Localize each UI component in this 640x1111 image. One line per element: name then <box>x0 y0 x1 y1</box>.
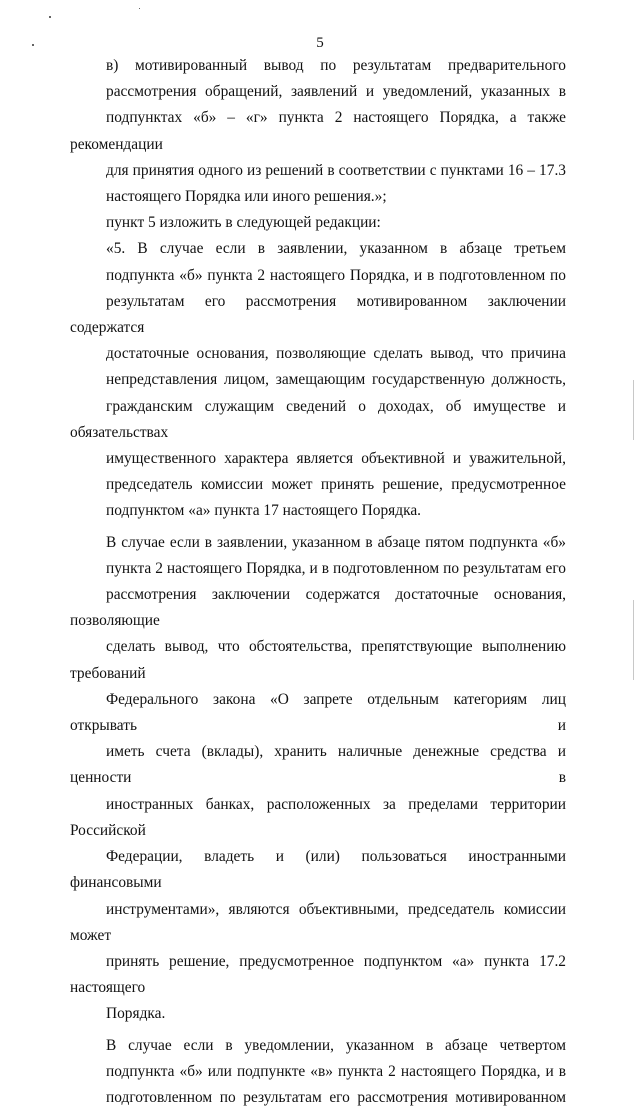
text-line: председатель комиссии может принять решение, предусмотренное <box>106 476 566 494</box>
page-number: 5 <box>316 35 324 51</box>
text-line: пункт 5 изложить в следующей редакции: <box>106 214 381 232</box>
text-line: Федерации, владеть и (или) пользоваться иностранными финансовыми <box>70 848 566 892</box>
text-line: в) мотивированный вывод по результатам предварительного <box>106 57 566 74</box>
text-line: принять решение, предусмотренное подпунктом «а» пункта 17.2 настоящего <box>70 952 566 997</box>
text-line: иностранных банках, расположенных за пределами территории Российской <box>70 795 566 839</box>
document-body <box>70 53 566 1111</box>
text-line: Порядка. <box>106 1005 166 1023</box>
text-line: имущественного характера является объективной и уважительной, <box>106 450 566 468</box>
text-line: подпункта «б» или подпункте «в» пункта 2 настоящего Порядка, и в <box>106 1062 566 1080</box>
scan-edge-mark <box>633 380 634 440</box>
text-line: «5. В случае если в заявлении, указанном в абзаце третьем <box>106 240 566 258</box>
text-line: подпунктах «б» – «г» пункта 2 настоящего Порядка, а также рекомендации <box>70 109 566 153</box>
text-line: подготовленном по результатам его рассмотрения мотивированном <box>106 1088 566 1106</box>
text-line: подпункта «б» пункта 2 настоящего Порядка, и в подготовленном по <box>106 266 566 284</box>
text-line: настоящего Порядка или иного решения.»; <box>106 188 387 206</box>
text-line: сделать вывод, что обстоятельства, препятствующие выполнению требований <box>70 638 566 682</box>
text-line: рассмотрения обращений, заявлений и уведомлений, указанных в <box>106 83 566 101</box>
scan-edge-mark <box>633 600 634 680</box>
text-line: В случае если в уведомлении, указанном в абзаце четвертом <box>106 1036 566 1054</box>
text-line: инструментами», являются объективными, председатель комиссии может <box>70 900 566 944</box>
text-line: иметь счета (вклады), хранить наличные денежные средства и ценности в <box>70 743 566 787</box>
text-line: пункта 2 настоящего Порядка, и в подготовленном по результатам его <box>106 559 566 577</box>
paragraph-5 <box>70 1033 566 1111</box>
paragraph-2 <box>70 210 566 236</box>
text-line: достаточные основания, позволяющие сделать вывод, что причина <box>106 345 566 363</box>
text-line: В случае если в заявлении, указанном в абзаце пятом подпункта «б» <box>106 533 566 551</box>
text-line: подпунктом «а» пункта 17 настоящего Порядка. <box>106 502 422 520</box>
paragraph-4 <box>70 530 566 1028</box>
text-line: для принятия одного из решений в соответствии с пунктами 16 – 17.3 <box>106 161 566 179</box>
scan-speck <box>139 8 140 9</box>
text-line: непредставления лицом, замещающим государственную должность, <box>106 371 566 389</box>
text-line: рассмотрения заключении содержатся достаточные основания, позволяющие <box>70 586 566 630</box>
text-line: гражданским служащим сведений о доходах, об имуществе и обязательствах <box>70 397 566 441</box>
scan-speck <box>49 16 51 18</box>
paragraph-3 <box>70 236 566 524</box>
text-line: Федерального закона «О запрете отдельным категориям лиц открывать и <box>70 690 566 735</box>
text-line: результатам его рассмотрения мотивированном заключении содержатся <box>70 292 566 337</box>
paragraph-1 <box>70 53 566 210</box>
